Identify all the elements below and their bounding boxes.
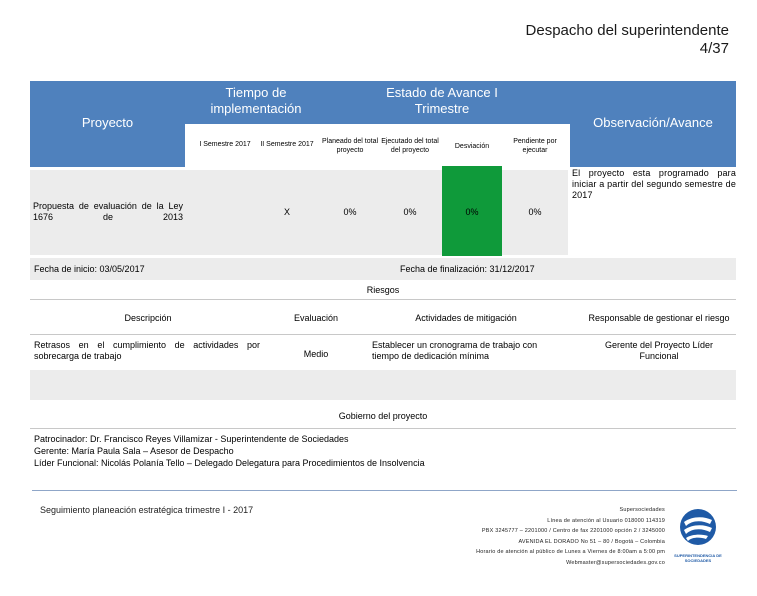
col-tiempo-header: Tiempo de implementación xyxy=(196,83,316,119)
page-number: 4/37 xyxy=(699,40,729,57)
col-estado-header: Estado de Avance I Trimestre xyxy=(382,83,502,119)
desviacion-value: 0% xyxy=(465,206,479,217)
gobierno-gerente: Gerente: María Paula Sala – Asesor de Despacho xyxy=(34,446,234,456)
sub-sem2: II Semestre 2017 xyxy=(260,140,314,148)
col-responsable: Responsable de gestionar el riesgo xyxy=(588,312,730,323)
riesgo-responsable: Gerente del Proyecto Líder Funcional xyxy=(604,340,714,361)
divider xyxy=(30,299,736,300)
empty-risk-row xyxy=(30,370,736,400)
contact-line: Supersociedades xyxy=(619,507,665,513)
gobierno-patrocinador: Patrocinador: Dr. Francisco Reyes Villamizar - Superintendente de Sociedades xyxy=(34,434,349,444)
observacion-text: El proyecto esta programado para iniciar a partir del segundo semestre de 2017 xyxy=(572,168,736,200)
contact-line: Línea de atención al Usuario 018000 114319 xyxy=(547,517,665,524)
sub-desviacion: Desviación xyxy=(454,142,490,150)
col-observacion-header: Observación/Avance xyxy=(572,100,734,145)
gobierno-title: Gobierno del proyecto xyxy=(338,410,428,421)
col-descripcion: Descripción xyxy=(124,312,172,323)
sub-sem1: I Semestre 2017 xyxy=(199,140,251,148)
sub-pendiente: Pendiente por ejecutar xyxy=(513,138,557,154)
ejecutado-value: 0% xyxy=(403,206,417,217)
pendiente-value: 0% xyxy=(528,206,542,217)
page-header xyxy=(526,22,729,58)
footer-divider xyxy=(32,490,737,491)
project-name: Propuesta de evaluación de la Ley 1676 de 2013 xyxy=(33,201,183,222)
gobierno-lider: Líder Funcional: Nicolás Polanía Tello – Delegado Delegatura para Procedimientos de Insolvencia xyxy=(34,458,425,468)
divider xyxy=(30,334,736,335)
logo-icon xyxy=(674,508,722,548)
footer-contact xyxy=(476,505,665,568)
contact-line: PBX 3245777 – 2201000 / Centro de fax 2201000 opción 2 / 3245000 xyxy=(481,528,665,534)
contact-line: Webmaster@supersociedades.gov.co xyxy=(566,559,665,566)
riesgos-title: Riesgos xyxy=(366,284,400,295)
col-evaluacion: Evaluación xyxy=(293,312,339,323)
divider xyxy=(30,428,736,429)
riesgo-descripcion: Retrasos en el cumplimiento de actividades por sobrecarga de trabajo xyxy=(34,340,260,361)
sem2-mark: X xyxy=(283,206,290,217)
col-proyecto-header: Proyecto xyxy=(30,100,185,145)
supersociedades-logo xyxy=(674,508,722,562)
footer-left: Seguimiento planeación estratégica trimestre I - 2017 xyxy=(40,505,254,515)
logo-text: SUPERINTENDENCIA DE SOCIEDADES xyxy=(674,553,722,563)
col-actividades: Actividades de mitigación xyxy=(415,312,517,323)
page-title: Despacho del superintendente xyxy=(525,22,729,39)
contact-line: Horario de atención al público de Lunes a Viernes de 8:00am a 5:00 pm xyxy=(476,549,665,555)
riesgo-evaluacion: Medio xyxy=(303,348,329,359)
fecha-fin: Fecha de finalización: 31/12/2017 xyxy=(400,263,535,274)
sub-planeado: Planeado del total proyecto xyxy=(321,138,379,154)
riesgo-actividades: Establecer un cronograma de trabajo con tiempo de dedicación mínima xyxy=(372,340,538,361)
sub-ejecutado: Ejecutado del total del proyecto xyxy=(381,138,439,154)
fecha-inicio: Fecha de inicio: 03/05/2017 xyxy=(34,263,145,274)
contact-line: AVENIDA EL DORADO No 51 – 80 / Bogotá – Colombia xyxy=(518,538,665,545)
planeado-value: 0% xyxy=(343,206,357,217)
